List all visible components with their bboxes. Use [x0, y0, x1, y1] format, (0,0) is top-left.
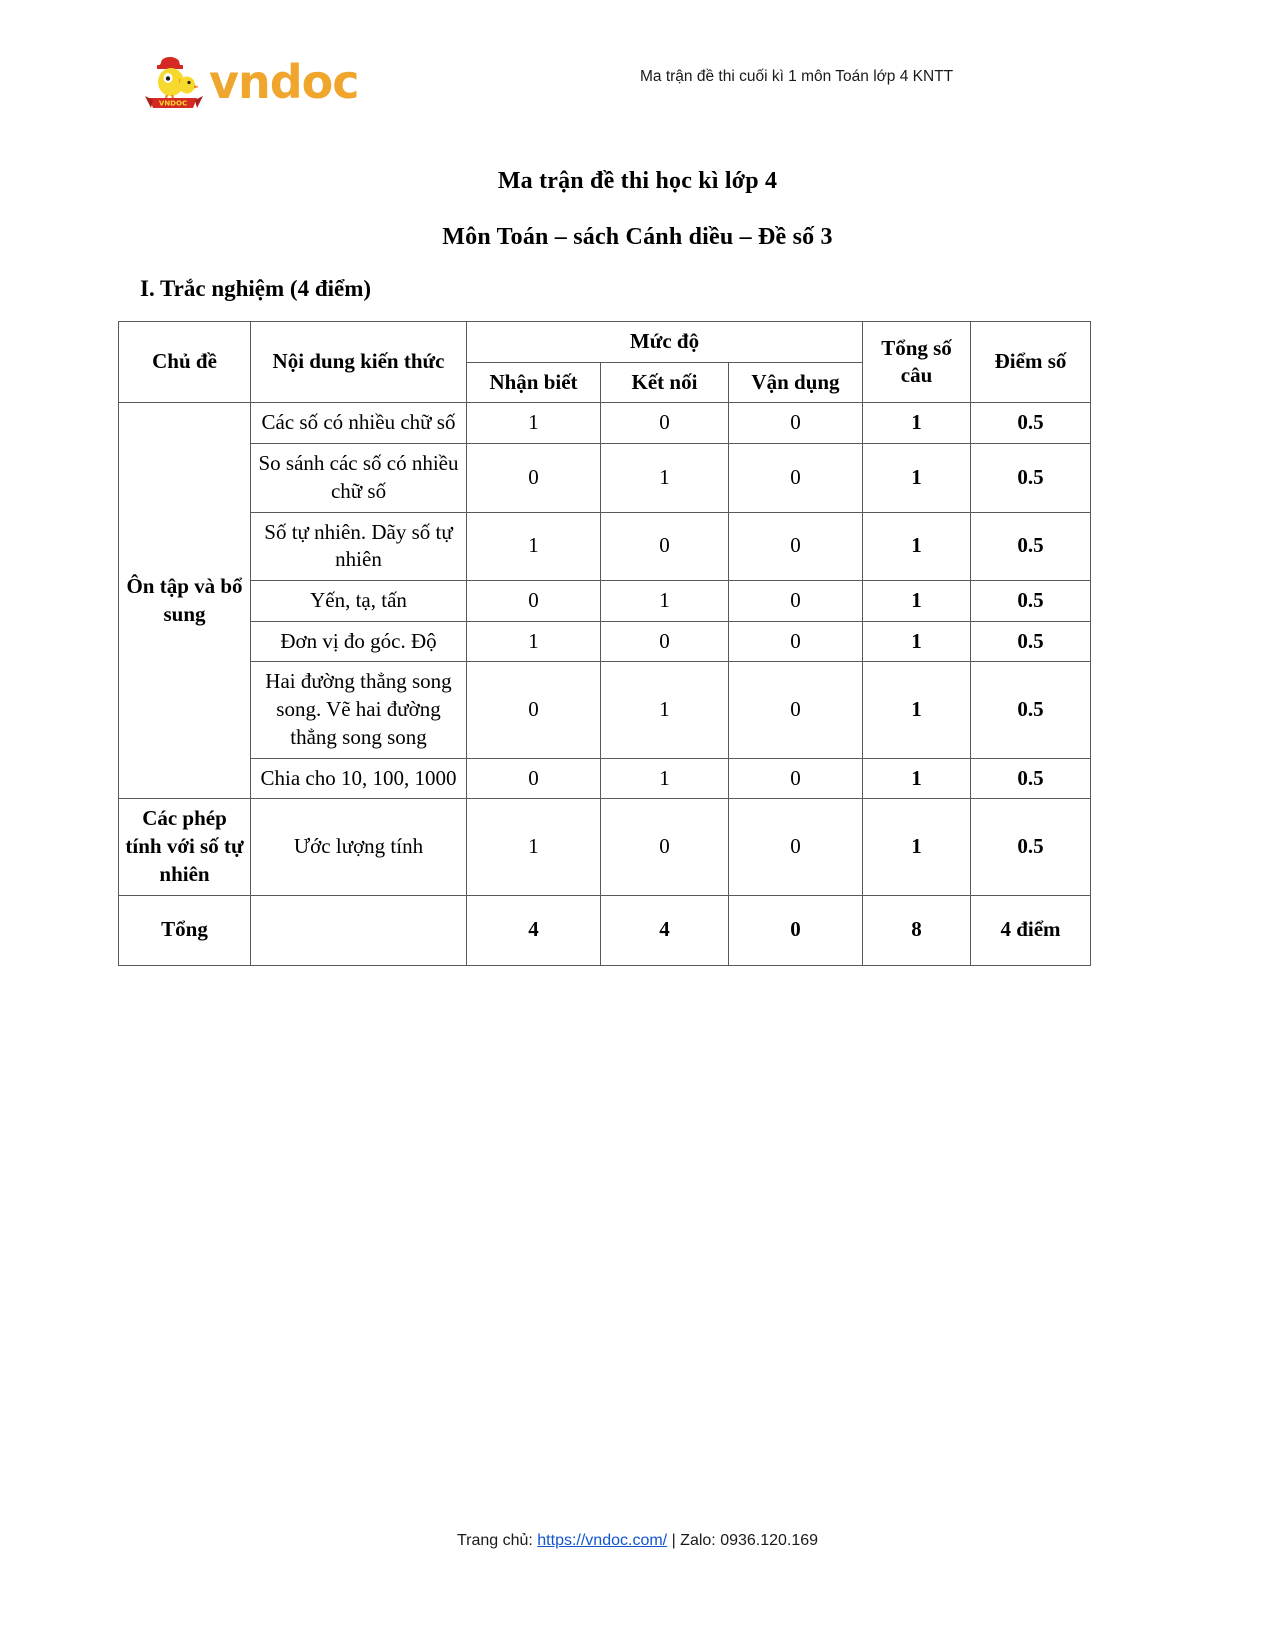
ket-noi-cell: 0 [601, 403, 729, 444]
tong-so-cau-cell: 1 [863, 799, 971, 895]
topic-cell-on-tap-va-bo-sung: Ôn tập và bổ sung [119, 403, 251, 799]
diem-so-cell: 0.5 [971, 444, 1091, 512]
nhan-biet-cell: 0 [467, 444, 601, 512]
content-cell: Số tự nhiên. Dãy số tự nhiên [251, 512, 467, 580]
van-dung-cell: 0 [729, 621, 863, 662]
tong-so-cau-cell: 1 [863, 662, 971, 758]
nhan-biet-cell: 0 [467, 581, 601, 622]
total-nhan-biet: 4 [467, 895, 601, 965]
ket-noi-cell: 1 [601, 444, 729, 512]
tong-so-cau-cell: 1 [863, 512, 971, 580]
ket-noi-cell: 1 [601, 758, 729, 799]
total-row-content [251, 895, 467, 965]
tong-so-cau-cell: 1 [863, 621, 971, 662]
diem-so-cell: 0.5 [971, 403, 1091, 444]
header-level-group: Mức độ [467, 322, 863, 363]
header-level-nhan-biet: Nhận biết [467, 362, 601, 403]
tong-so-cau-cell: 1 [863, 581, 971, 622]
content-cell: Yến, tạ, tấn [251, 581, 467, 622]
matrix-table [118, 321, 1091, 966]
ket-noi-cell: 1 [601, 662, 729, 758]
section-heading: I. Trắc nghiệm (4 điểm) [140, 276, 372, 301]
svg-text:VNDOC: VNDOC [158, 99, 188, 108]
content-cell: So sánh các số có nhiều chữ số [251, 444, 467, 512]
page-title: Ma trận đề thi học kì lớp 4 [497, 168, 778, 194]
tong-so-cau-cell: 1 [863, 758, 971, 799]
header-content: Nội dung kiến thức [251, 322, 467, 403]
table-row [119, 621, 1091, 662]
ket-noi-cell: 1 [601, 581, 729, 622]
table-body [119, 403, 1091, 965]
table-row [119, 444, 1091, 512]
nhan-biet-cell: 0 [467, 662, 601, 758]
header-score: Điểm số [971, 322, 1091, 403]
total-van-dung: 0 [729, 895, 863, 965]
vndoc-wordmark: vndoc [209, 55, 359, 109]
total-row-label: Tổng [119, 895, 251, 965]
header-total-questions: Tổng số câu [863, 322, 971, 403]
total-diem-so: 4 điểm [971, 895, 1091, 965]
van-dung-cell: 0 [729, 403, 863, 444]
diem-so-cell: 0.5 [971, 512, 1091, 580]
nhan-biet-cell: 1 [467, 403, 601, 444]
table-head [119, 322, 1091, 403]
header-note: Ma trận đề thi cuối kì 1 môn Toán lớp 4 KNTT [640, 68, 954, 85]
diem-so-cell: 0.5 [971, 662, 1091, 758]
footer-prefix: Trang chủ: [456, 1532, 538, 1549]
matrix-table-container [118, 321, 1090, 966]
van-dung-cell: 0 [729, 758, 863, 799]
content-cell: Hai đường thẳng song song. Vẽ hai đường thẳng song song [251, 662, 467, 758]
header-level-van-dung: Vận dụng [729, 362, 863, 403]
van-dung-cell: 0 [729, 581, 863, 622]
footer-homepage-link[interactable]: https://vndoc.com/ [537, 1532, 668, 1549]
vndoc-logo[interactable] [145, 52, 359, 112]
tong-so-cau-cell: 1 [863, 444, 971, 512]
header-topic: Chủ đề [119, 322, 251, 403]
van-dung-cell: 0 [729, 444, 863, 512]
nhan-biet-cell: 1 [467, 512, 601, 580]
chick-logo-icon [145, 52, 203, 112]
van-dung-cell: 0 [729, 512, 863, 580]
topic-cell-cac-phep-tinh-voi-so-tu-nhien: Các phép tính với số tự nhiên [119, 799, 251, 895]
table-row [119, 581, 1091, 622]
diem-so-cell: 0.5 [971, 758, 1091, 799]
page-subtitle: Môn Toán – sách Cánh diều – Đề số 3 [442, 224, 833, 250]
table-row [119, 403, 1091, 444]
van-dung-cell: 0 [729, 662, 863, 758]
nhan-biet-cell: 0 [467, 758, 601, 799]
page-footer [0, 1532, 1275, 1550]
content-cell: Ước lượng tính [251, 799, 467, 895]
table-row [119, 799, 1091, 895]
page-header [0, 0, 1275, 140]
van-dung-cell: 0 [729, 799, 863, 895]
diem-so-cell: 0.5 [971, 581, 1091, 622]
total-tong-so-cau: 8 [863, 895, 971, 965]
total-ket-noi: 4 [601, 895, 729, 965]
content-cell: Chia cho 10, 100, 1000 [251, 758, 467, 799]
diem-so-cell: 0.5 [971, 621, 1091, 662]
table-total-row [119, 895, 1091, 965]
ket-noi-cell: 0 [601, 512, 729, 580]
nhan-biet-cell: 1 [467, 621, 601, 662]
content-cell: Các số có nhiều chữ số [251, 403, 467, 444]
header-row-1 [119, 322, 1091, 363]
nhan-biet-cell: 1 [467, 799, 601, 895]
diem-so-cell: 0.5 [971, 799, 1091, 895]
footer-suffix: | Zalo: 0936.120.169 [667, 1532, 819, 1549]
content-cell: Đơn vị đo góc. Độ [251, 621, 467, 662]
tong-so-cau-cell: 1 [863, 403, 971, 444]
ket-noi-cell: 0 [601, 799, 729, 895]
table-row [119, 662, 1091, 758]
header-level-ket-noi: Kết nối [601, 362, 729, 403]
table-row [119, 512, 1091, 580]
ket-noi-cell: 0 [601, 621, 729, 662]
table-row [119, 758, 1091, 799]
